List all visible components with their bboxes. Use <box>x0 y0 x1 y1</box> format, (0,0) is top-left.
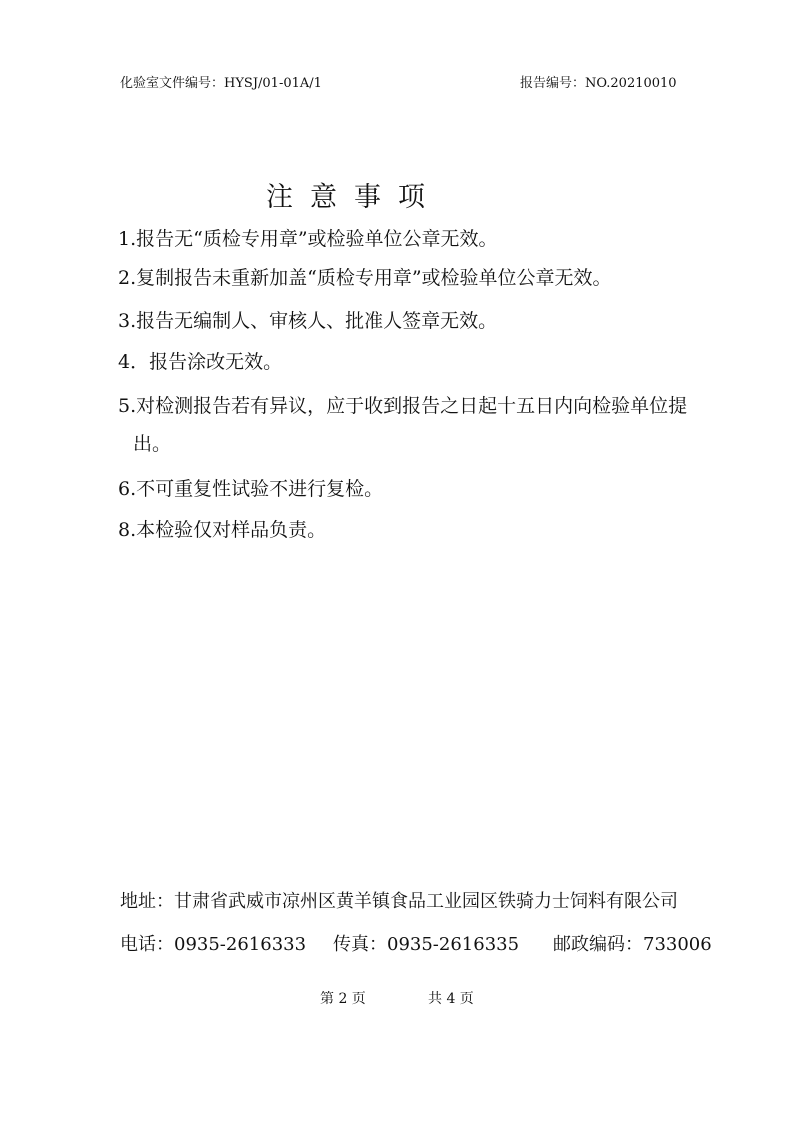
report-number: 报告编号：NO.20210010 <box>520 76 677 91</box>
page-total: 共 4 页 <box>428 991 474 1007</box>
lab-document-number: 化验室文件编号：HYSJ/01-01A/1 <box>120 76 322 91</box>
contact-phone: 电话：0935-2616333 <box>120 934 307 955</box>
page-number: 第 2 页 <box>320 991 366 1007</box>
contact-fax: 传真：0935-2616335 <box>333 934 520 955</box>
notice-item-1: 1.报告无“质检专用章”或检验单位公章无效。 <box>118 228 498 250</box>
notice-item-2: 2.复制报告未重新加盖“质检专用章”或检验单位公章无效。 <box>118 267 612 289</box>
notice-item-6: 6.不可重复性试验不进行复检。 <box>118 478 384 500</box>
notice-item-4: 4．报告涂改无效。 <box>118 351 283 373</box>
notice-item-3: 3.报告无编制人、审核人、批准人签章无效。 <box>118 310 498 332</box>
notice-item-5-continuation: 出。 <box>133 433 172 455</box>
contact-postcode: 邮政编码：733006 <box>553 934 712 955</box>
notice-item-5: 5.对检测报告若有异议，应于收到报告之日起十五日内向检验单位提 <box>118 395 688 417</box>
contact-address: 地址：甘肃省武威市凉州区黄羊镇食品工业园区铁骑力士饲料有限公司 <box>120 891 678 912</box>
notice-item-8: 8.本检验仅对样品负责。 <box>118 519 327 541</box>
page-title: 注意事项 <box>266 182 442 213</box>
